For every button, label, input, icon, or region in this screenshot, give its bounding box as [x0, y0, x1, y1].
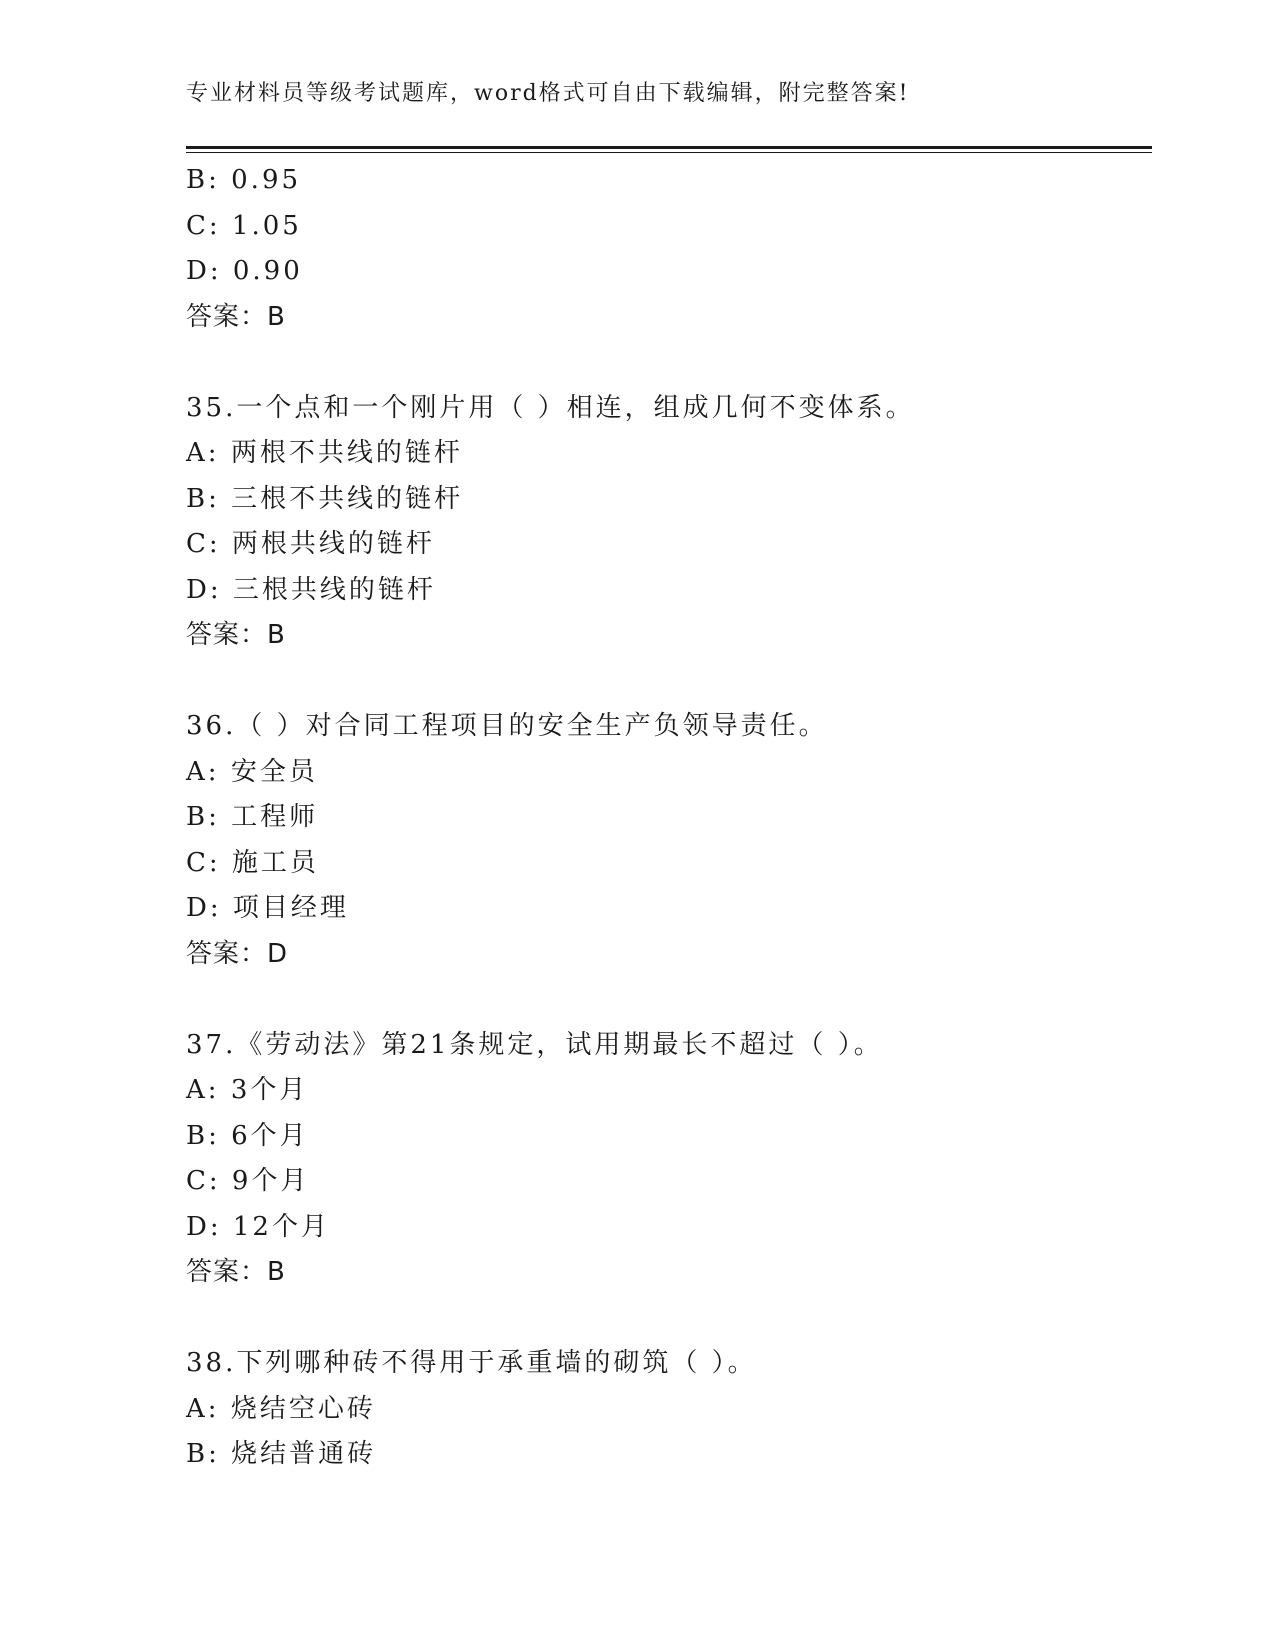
option-label: B: [186, 165, 220, 195]
option-text: 烧结空心砖 [230, 1393, 376, 1424]
option-row [186, 431, 1152, 477]
option-text: 三根不共线的链杆 [231, 483, 464, 514]
option-label: B: [186, 1439, 220, 1469]
option-row [186, 204, 1152, 250]
option-label: D: [186, 256, 222, 286]
option-label: C: [186, 1166, 221, 1196]
spacer [186, 659, 1152, 705]
option-label: A: [186, 438, 220, 468]
option-text: 3个月 [230, 1075, 309, 1105]
option-label: C: [186, 847, 221, 878]
question-stem: 38.下列哪种砖不得用于承重墙的砌筑（ ）。 [186, 1348, 757, 1378]
option-label: C: [186, 210, 221, 241]
option-text: 0.90 [232, 256, 303, 286]
spacer [186, 1296, 1152, 1342]
option-label: B: [186, 1120, 220, 1151]
option-text: 烧结普通砖 [231, 1439, 377, 1469]
option-row [186, 1387, 1152, 1433]
option-text: 两根共线的链杆 [231, 529, 435, 559]
option-label: A: [186, 1393, 220, 1424]
option-row [186, 750, 1152, 796]
option-text: 工程师 [231, 802, 319, 832]
option-text: 0.95 [231, 165, 302, 195]
header-rule-thick [186, 146, 1152, 149]
option-row [186, 886, 1152, 932]
option-row [186, 795, 1152, 841]
option-label: D: [186, 574, 222, 605]
option-text: 三根共线的链杆 [232, 574, 436, 605]
option-row [186, 1432, 1152, 1478]
option-text: 1.05 [231, 210, 302, 241]
option-row [186, 1068, 1152, 1114]
option-row [186, 249, 1152, 295]
option-row [186, 841, 1152, 887]
option-label: B: [186, 802, 220, 832]
spacer [186, 977, 1152, 1023]
answer-line: 答案：B [186, 620, 286, 650]
option-row [186, 1205, 1152, 1251]
page-header: 专业材料员等级考试题库，word格式可自由下载编辑，附完整答案! [186, 81, 910, 106]
answer-line: 答案：D [186, 938, 289, 969]
option-row [186, 522, 1152, 568]
option-text: 施工员 [231, 847, 319, 878]
answer-line: 答案：B [186, 1257, 286, 1287]
option-label: D: [186, 1211, 222, 1242]
option-label: B: [186, 483, 220, 514]
option-label: A: [186, 756, 220, 787]
option-text: 6个月 [231, 1120, 309, 1151]
option-label: A: [186, 1075, 220, 1105]
option-text: 两根不共线的链杆 [230, 438, 463, 468]
answer-line: 答案：B [186, 301, 286, 332]
option-label: C: [186, 529, 221, 559]
option-row [186, 477, 1152, 523]
option-row [186, 1114, 1152, 1160]
option-row [186, 158, 1152, 204]
option-text: 12个月 [232, 1211, 330, 1242]
question-stem: 35.一个点和一个刚片用（ ）相连，组成几何不变体系。 [186, 392, 915, 423]
question-stem: 36.（ ）对合同工程项目的安全生产负领导责任。 [186, 711, 828, 741]
header-rule-thin [186, 152, 1152, 153]
question-stem: 37.《劳动法》第21条规定，试用期最长不超过（ ）。 [186, 1029, 883, 1060]
option-row [186, 1159, 1152, 1205]
question-list [186, 158, 1152, 1478]
option-label: D: [186, 893, 222, 923]
option-text: 项目经理 [232, 893, 349, 923]
spacer [186, 340, 1152, 386]
option-text: 安全员 [230, 756, 318, 787]
option-row [186, 568, 1152, 614]
option-text: 9个月 [231, 1166, 310, 1196]
